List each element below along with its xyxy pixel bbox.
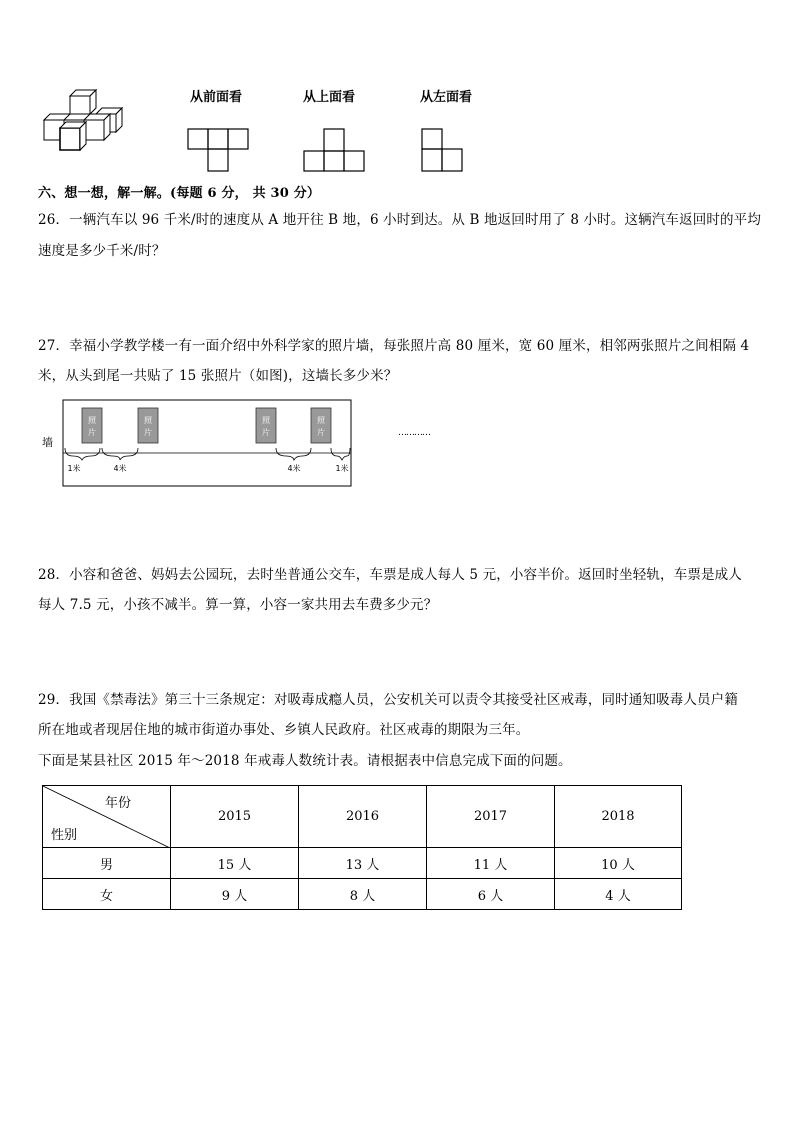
photo-4 [311, 408, 331, 443]
year-header: 2018 [555, 786, 682, 848]
photo-4-label-bottom: 片 [317, 428, 325, 437]
corner-year-label: 年份 [105, 796, 132, 811]
table-row [43, 879, 682, 910]
q26-line-2: 速度是多少千米/时？ [38, 243, 166, 259]
gap-label-right-4m: 4米 [287, 464, 301, 473]
gap-label-right-1m: 1米 [335, 464, 349, 473]
front-view-drawing [186, 127, 250, 175]
photo-2-label-top: 照 [144, 416, 152, 425]
row-label: 女 [43, 879, 171, 910]
year-header: 2016 [299, 786, 427, 848]
front-view-label: 从前面看 [190, 90, 243, 105]
table-cell: 13 人 [299, 848, 427, 879]
table-cell: 6 人 [427, 879, 555, 910]
corner-header-cell [43, 786, 171, 848]
q29-line-2: 所在地或者现居住地的城市街道办事处、乡镇人民政府。社区戒毒的期限为三年。 [38, 722, 530, 738]
photo-1 [82, 408, 102, 443]
left-view-drawing [420, 127, 468, 175]
table-cell: 11 人 [427, 848, 555, 879]
photo-3-label-top: 照 [262, 416, 270, 425]
year-header: 2015 [171, 786, 299, 848]
q26-line-1: 26．一辆汽车以 96 千米/时的速度从 A 地开往 B 地，6 小时到达。从 B 地返回时用了 8 小时。这辆汽车返回时的平均 [38, 212, 761, 228]
table-cell: 10 人 [555, 848, 682, 879]
q29-line-3: 下面是某县社区 2015 年～2018 年戒毒人数统计表。请根据表中信息完成下面的问题。 [38, 753, 572, 769]
top-view-drawing [302, 127, 368, 175]
q27-line-1: 27．幸福小学教学楼一有一面介绍中外科学家的照片墙，每张照片高 80 厘米，宽 60 厘米，相邻两张照片之间相隔 4 [38, 338, 750, 354]
wall-label: 墙 [42, 436, 53, 449]
cube-stack-figure [40, 84, 130, 156]
q29-line-1: 29．我国《禁毒法》第三十三条规定：对吸毒成瘾人员，公安机关可以责令其接受社区戒毒，同时通知吸毒人员户籍 [38, 692, 738, 708]
corner-gender-label: 性别 [51, 828, 78, 843]
q27-line-2: 米，从头到尾一共贴了 15 张照片（如图)，这墙长多少米？ [38, 368, 398, 384]
photo-1-label-top: 照 [88, 416, 96, 425]
q28-line-1: 28．小容和爸爸、妈妈去公园玩，去时坐普通公交车，车票是成人每人 5 元，小容半价。返回时坐轻轨，车票是成人 [38, 567, 742, 583]
rehab-statistics-table [42, 785, 682, 910]
photo-1-label-bottom: 片 [88, 428, 96, 437]
table-row [43, 848, 682, 879]
photo-wall-ellipsis: ………… [398, 428, 430, 438]
table-cell: 4 人 [555, 879, 682, 910]
photo-3 [256, 408, 276, 443]
top-view-label: 从上面看 [303, 90, 356, 105]
photo-2 [138, 408, 158, 443]
row-label: 男 [43, 848, 171, 879]
table-cell: 15 人 [171, 848, 299, 879]
gap-label-left-1m: 1米 [67, 464, 81, 473]
photo-2-label-bottom: 片 [144, 428, 152, 437]
table-cell: 8 人 [299, 879, 427, 910]
photo-wall-figure [38, 398, 358, 490]
photo-3-label-bottom: 片 [262, 428, 270, 437]
gap-label-left-4m: 4米 [113, 464, 127, 473]
year-header: 2017 [427, 786, 555, 848]
left-view-label: 从左面看 [420, 90, 473, 105]
section-6-title: 六、想一想，解一解。(每题 6 分， 共 30 分） [38, 186, 321, 201]
q28-line-2: 每人 7.5 元，小孩不减半。算一算，小容一家共用去车费多少元？ [38, 597, 438, 613]
table-cell: 9 人 [171, 879, 299, 910]
photo-4-label-top: 照 [317, 416, 325, 425]
wall-frame [63, 400, 351, 486]
